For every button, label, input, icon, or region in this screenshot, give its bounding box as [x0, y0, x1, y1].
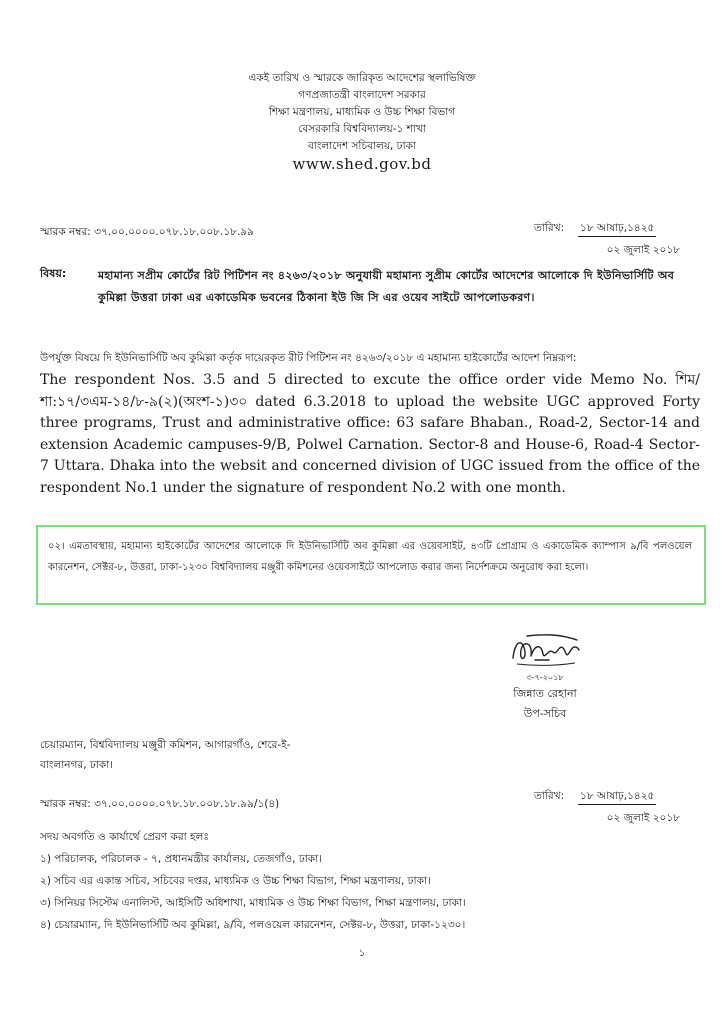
subject: [40, 265, 680, 309]
date-block-2: [534, 789, 684, 826]
signatory-designation: উপ-সচিব: [523, 707, 567, 720]
date-bangla-2: ১৮ আষাঢ়,১৪২৫: [578, 789, 656, 805]
list-item: ৪) চেয়ারম্যান, দি ইউনিভার্সিটি অব কুমিল্লা, ৯/বি, পলওয়েল কারনেশন, সেক্টর-৮, উত্তরা, ঢাকা-১২৩০।: [40, 919, 466, 931]
highlighted-paragraph: [36, 525, 706, 605]
government-name: গণপ্রজাতন্ত্রী বাংলাদেশ সরকার: [298, 89, 426, 101]
distribution-heading: সদয় অবগতি ও কার্যার্থে প্রেরণ করা হলঃ: [40, 831, 209, 843]
signatory-name: জিন্নাত রেহানা: [513, 687, 577, 700]
supersede-note: একই তারিখ ও স্মারকে জারিকৃত আদেশের স্থলাভিষিক্ত: [248, 72, 476, 84]
court-order-quote: The respondent Nos. 3.5 and 5 directed to excute the office order vide Memo No. শিম/শা:১৭/৩এম-১৪/৮-৯(২)(অংশ-১)৩০ dated 6.3.2018 to upload the website UGC approved Forty three programs, Trust and administrative office: 63 safare Bhaban., Road-2, Sector-14 and extension Academic campuses-9/B, Polwel Carnation. Sector-8 and House-6, Road-4 Sector-7 Uttara. Dhaka into the websit and concerned division of UGC issued from the office of the respondent No.1 under the signature of respondent No.2 with one month.: [40, 372, 700, 496]
office-address: বাংলাদেশ সচিবালয়, ঢাকা: [307, 140, 417, 152]
recipient: [40, 735, 360, 775]
signature-block: [470, 630, 620, 724]
distribution-list: [40, 848, 700, 936]
date-gregorian-2: ০২ জুলাই ২০১৮: [606, 812, 680, 824]
distribution: [40, 826, 700, 936]
ministry-name: শিক্ষা মন্ত্রণালয়, মাধ্যমিক ও উচ্চ শিক্ষা বিভাগ: [268, 106, 456, 118]
list-item: ১) পরিচালক, পরিচালক - ৭, প্রধানমন্ত্রীর কার্যালয়, তেজগাঁও, ঢাকা।: [40, 853, 322, 865]
signature-date: ৩-৭-২০১৮: [526, 673, 564, 682]
signature-image: [505, 630, 585, 672]
paragraph-2-text: ০২। এমতাবস্থায়, মহামান্য হাইকোর্টের আদেশের আলোকে দি ইউনিভার্সিটি অব কুমিল্লা এর ওয়েবসাইট, ৪৩টি প্রোগ্রাম ও একাডেমিক ক্যাম্পাস ৯/বি পলওয়েল কারনেশন, সেক্টর-৮, উত্তরা, ঢাকা-১২৩০ বিশ্ববিদ্যালয় মঞ্জুরী কমিশনের ওয়েবসাইটে আপলোড করার জন্য নির্দেশক্রমে অনুরোধ করা হলো।: [48, 541, 692, 573]
date-label-2: তারিখ:: [534, 790, 565, 802]
recipient-line-2: বাংলানগর, ঢাকা।: [40, 759, 114, 771]
date-label: তারিখ:: [534, 222, 565, 234]
list-item: ৩) সিনিয়র সিস্টেম এনালিস্ট, আইসিটি অধিশাখা, মাধ্যমিক ও উচ্চ শিক্ষা বিভাগ, শিক্ষা মন্ত্রণালয়, ঢাকা।: [40, 897, 466, 909]
date-gregorian: ০২ জুলাই ২০১৮: [606, 244, 680, 256]
list-item: ২) সচিব এর একান্ত সচিব, সচিবের দপ্তর, মাধ্যমিক ও উচ্চ শিক্ষা বিভাগ, শিক্ষা মন্ত্রণালয়, ঢাকা।: [40, 875, 431, 887]
website-link[interactable]: www.shed.gov.bd: [292, 155, 432, 173]
recipient-line-1: চেয়ারম্যান, বিশ্ববিদ্যালয় মঞ্জুরী কমিশন, আগারগাঁও, শেরে-ই-: [40, 739, 291, 751]
subject-text: মহামান্য সপ্রীম কোর্টের রিট পিটিশন নং ৪২৬৩/২০১৮ অনুযায়ী মহামান্য সুপ্রীম কোর্টের আদেশের আলোকে দি ইউনিভার্সিটি অব কুমিল্লা উত্তরা ঢাকা এর একাডেমিক ভবনের ঠিকানা ইউ জি সি এর ওয়েব সাইটে আপলোডকরণ।: [98, 269, 675, 304]
date-bangla: ১৮ আষাঢ়,১৪২৫: [578, 221, 656, 237]
letterhead: [0, 70, 724, 173]
memo-number-2: স্মারক নম্বর: ৩৭.০০.০০০০.০৭৮.১৮.০০৮.১৮.৯৯/১(৪): [40, 798, 280, 810]
branch-name: বেসরকারি বিশ্ববিদ্যালয়-১ শাখা: [298, 123, 426, 135]
subject-label: বিষয়:: [40, 267, 67, 280]
page-number: ১: [358, 948, 366, 959]
intro-paragraph: উপর্যুক্ত বিষয়ে দি ইউনিভার্সিটি অব কুমিল্লা কর্তৃক দায়েরকৃত রীট পিটিশন নং ৪২৬৩/২০১৮ এ মহামান্য হাইকোর্টের আদেশ নিম্নরূপ:: [40, 352, 577, 364]
date-block: [534, 221, 684, 258]
memo-number: স্মারক নম্বর: ৩৭.০০.০০০০.০৭৮.১৮.০০৮.১৮.৯৯: [40, 226, 254, 238]
